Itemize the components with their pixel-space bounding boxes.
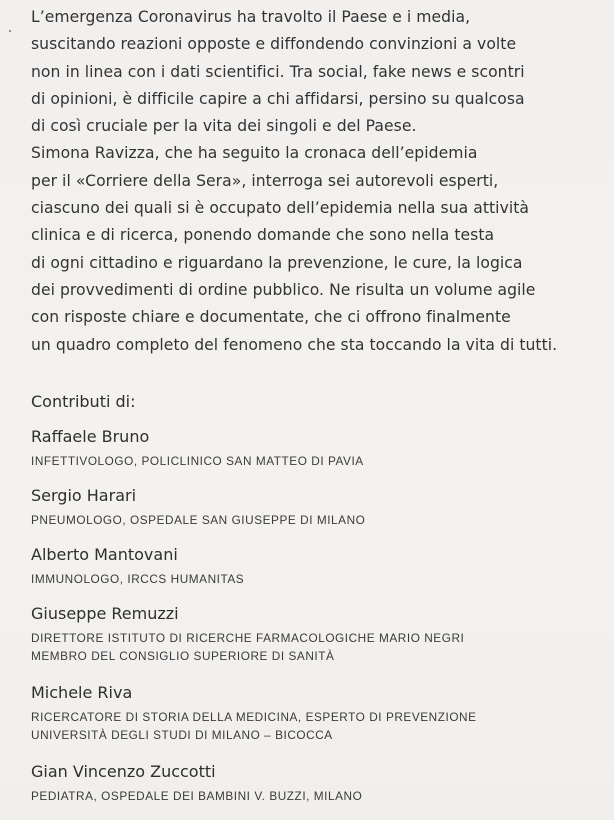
intro-line: di opinioni, è difficile capire a chi affidarsi, persino su qualcosa xyxy=(31,89,525,108)
contributor-name: Michele Riva xyxy=(31,683,133,702)
contributor-role: MEMBRO DEL CONSIGLIO SUPERIORE DI SANITÀ xyxy=(31,649,335,663)
contributor-giuseppe-remuzzi xyxy=(31,603,591,665)
intro-line: un quadro completo del fenomeno che sta toccando la vita di tutti. xyxy=(31,335,558,354)
contributor-role: PNEUMOLOGO, OSPEDALE SAN GIUSEPPE DI MILANO xyxy=(31,513,366,527)
contributor-name: Alberto Mantovani xyxy=(31,545,178,564)
contributor-gian-vincenzo-zuccotti xyxy=(31,761,591,805)
intro-paragraph xyxy=(31,4,606,359)
intro-line: non in linea con i dati scientifici. Tra social, fake news e scontri xyxy=(31,62,525,81)
contributor-sergio-harari xyxy=(31,485,591,529)
contributor-name: Giuseppe Remuzzi xyxy=(31,604,179,623)
contributor-name: Raffaele Bruno xyxy=(31,427,150,446)
contributor-role: IMMUNOLOGO, IRCCS HUMANITAS xyxy=(31,572,245,586)
contributor-name: Sergio Harari xyxy=(31,486,137,505)
intro-line: suscitando reazioni opposte e diffondendo convinzioni a volte xyxy=(31,35,517,54)
contributor-role: UNIVERSITÀ DEGLI STUDI DI MILANO – BICOCCA xyxy=(31,728,333,742)
intro-line: ciascuno dei quali si è occupato dell’epidemia nella sua attività xyxy=(31,199,530,218)
intro-line: per il «Corriere della Sera», interroga sei autorevoli esperti, xyxy=(31,171,499,190)
contributor-michele-riva xyxy=(31,682,591,744)
contributor-alberto-mantovani xyxy=(31,544,591,588)
contributor-role: PEDIATRA, OSPEDALE DEI BAMBINI V. BUZZI, MILANO xyxy=(31,789,363,803)
intro-line: Simona Ravizza, che ha seguito la cronaca dell’epidemia xyxy=(31,144,478,163)
intro-line: di così cruciale per la vita dei singoli e del Paese. xyxy=(31,117,417,136)
paper-speck xyxy=(9,30,11,32)
intro-line: con risposte chiare e documentate, che ci offrono finalmente xyxy=(31,308,511,327)
intro-line: dei provvedimenti di ordine pubblico. Ne risulta un volume agile xyxy=(31,280,536,299)
contributor-role: DIRETTORE ISTITUTO DI RICERCHE FARMACOLOGICHE MARIO NEGRI xyxy=(31,631,465,645)
contributor-name: Gian Vincenzo Zuccotti xyxy=(31,762,216,781)
intro-line: clinica e di ricerca, ponendo domande che sono nella testa xyxy=(31,226,495,245)
intro-line: di ogni cittadino e riguardano la prevenzione, le cure, la logica xyxy=(31,253,523,272)
contributor-raffaele-bruno xyxy=(31,426,591,470)
contributors-heading: Contributi di: xyxy=(31,392,136,411)
contributor-role: RICERCATORE DI STORIA DELLA MEDICINA, ESPERTO DI PREVENZIONE xyxy=(31,710,477,724)
intro-line: L’emergenza Coronavirus ha travolto il Paese e i media, xyxy=(31,8,471,26)
contributor-role: INFETTIVOLOGO, POLICLINICO SAN MATTEO DI PAVIA xyxy=(31,454,364,468)
